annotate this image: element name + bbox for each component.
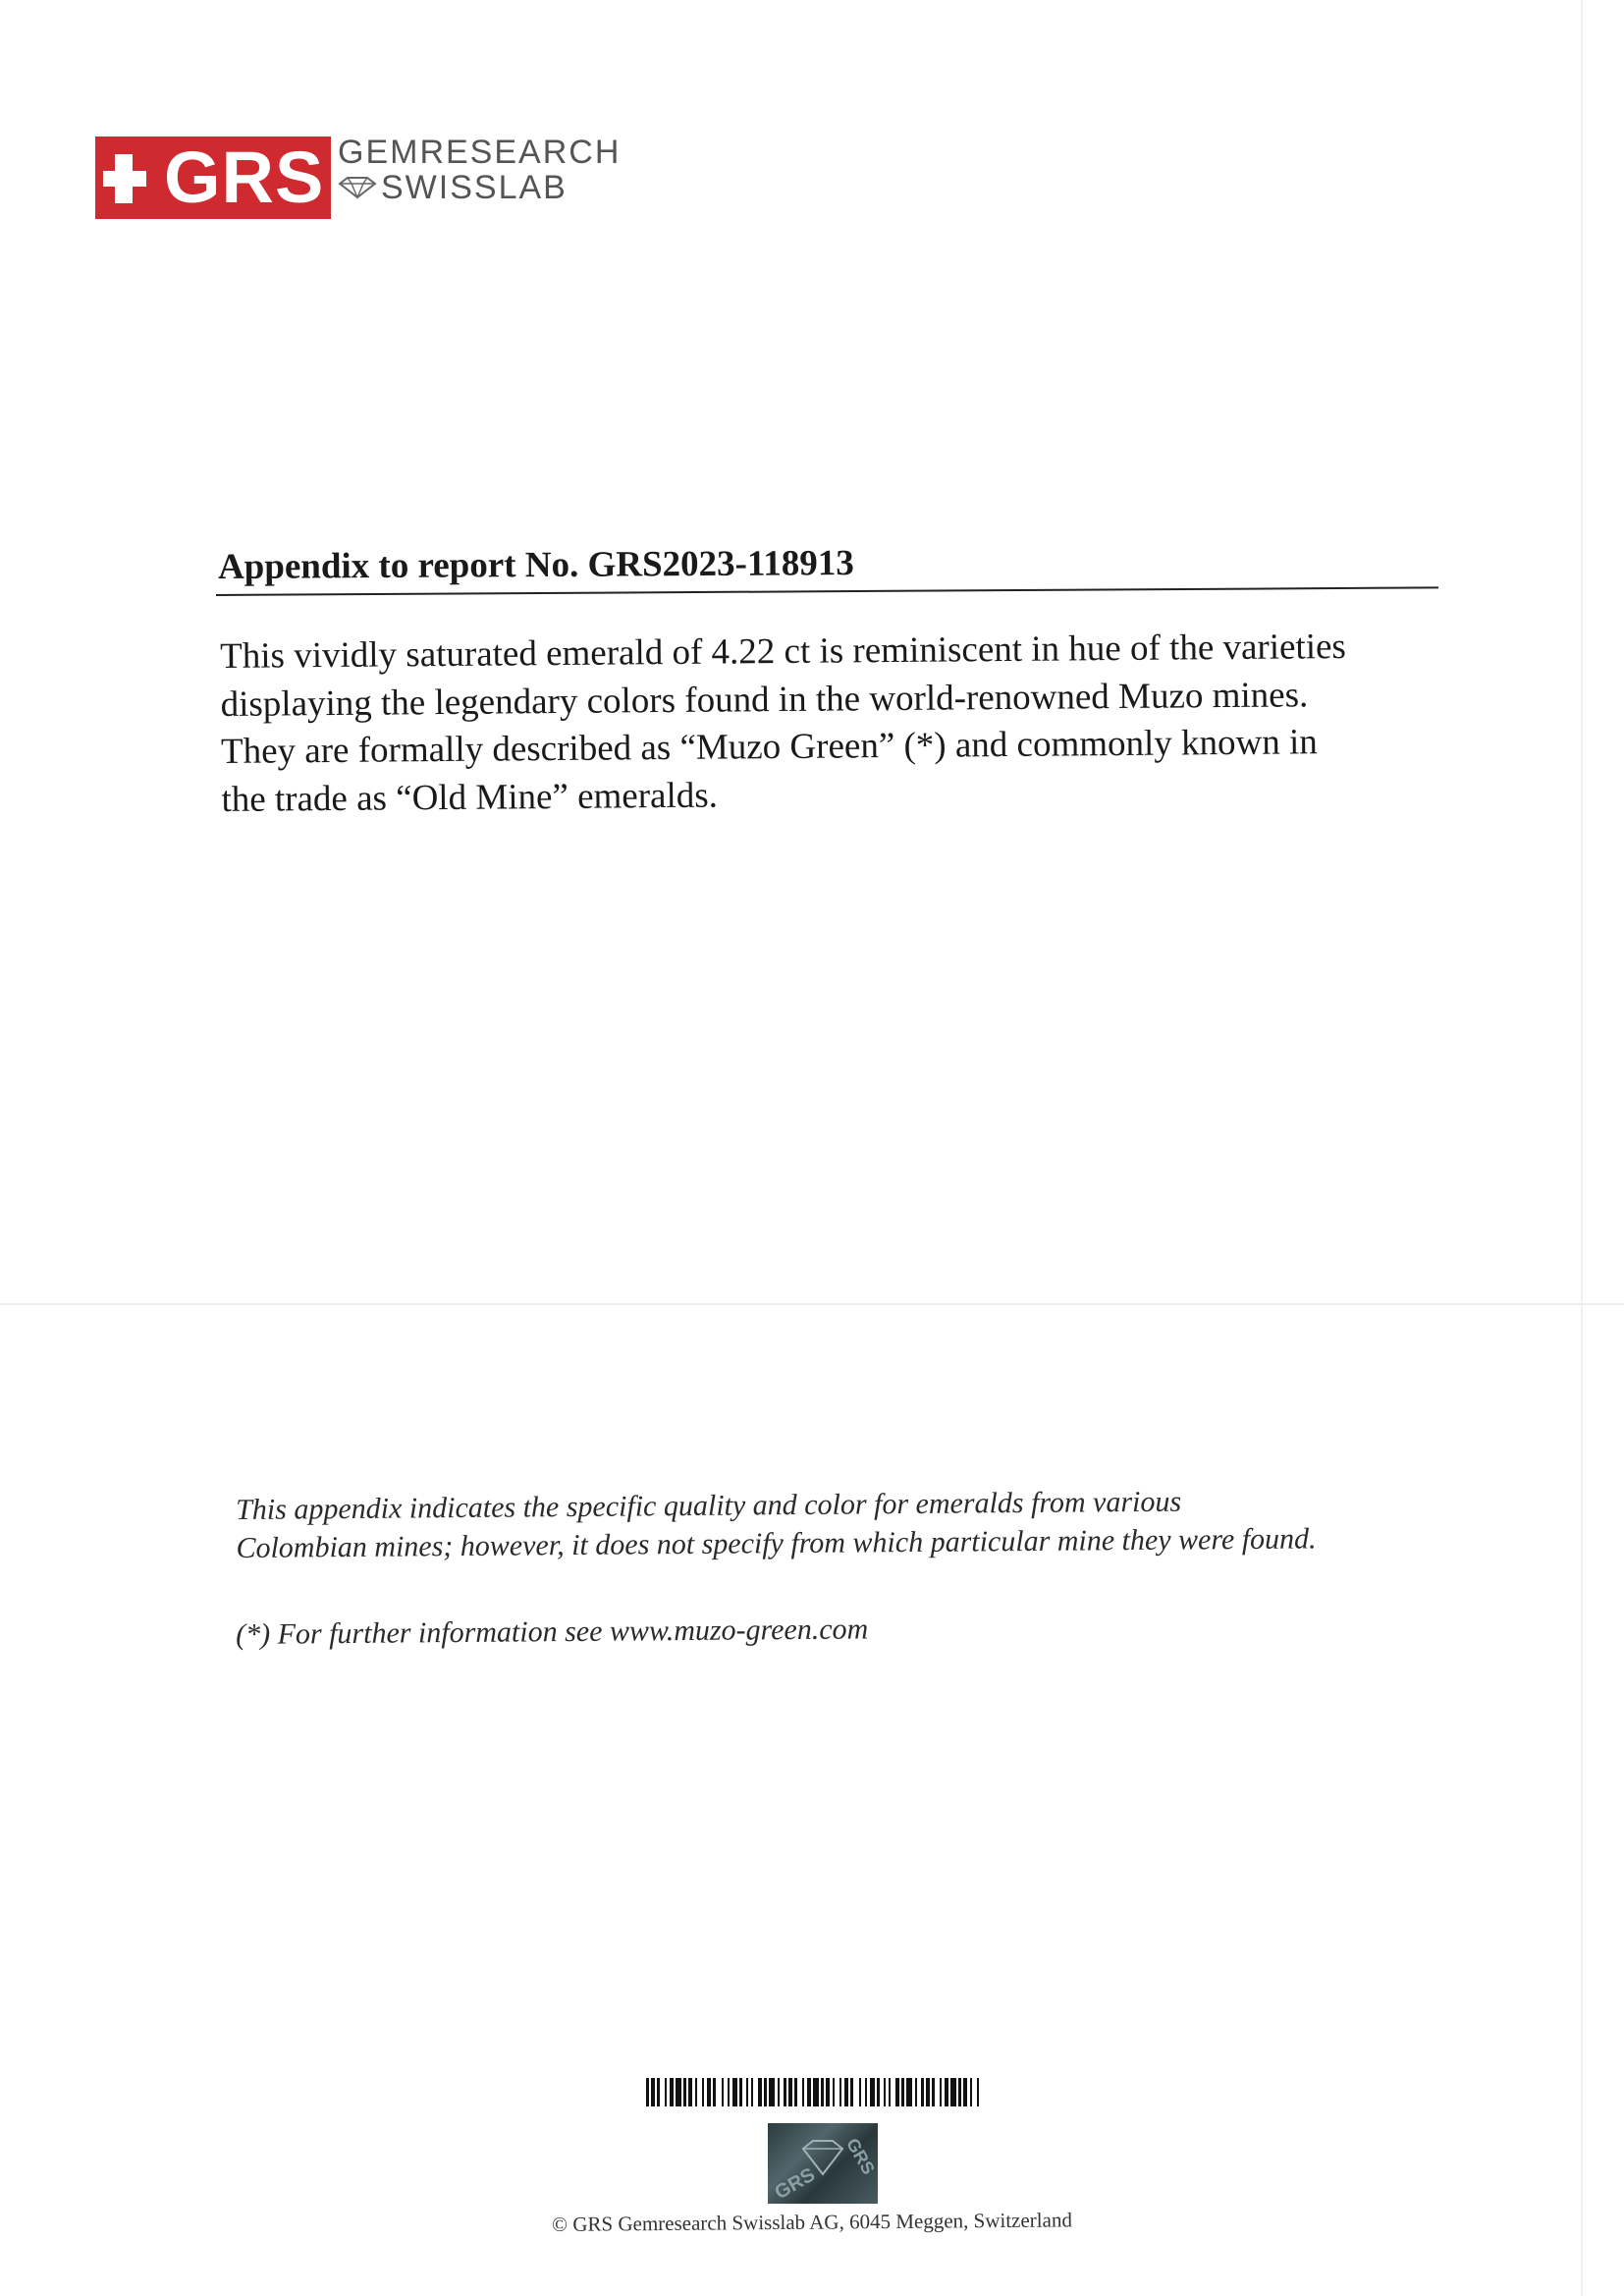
note-line: This appendix indicates the specific quality and color for emeralds from various <box>236 1485 1182 1526</box>
logo-gemresearch: GEMRESEARCH <box>338 134 622 171</box>
diamond-icon <box>338 176 377 199</box>
footnote: (*) For further information see www.muzo-green.com <box>236 1613 869 1651</box>
disclaimer-note <box>236 1480 1474 1567</box>
appendix-body <box>220 623 1444 824</box>
fold-line <box>0 1303 1624 1305</box>
copyright: © GRS Gemresearch Swisslab AG, 6045 Meggen, Switzerland <box>552 2208 1072 2236</box>
logo-swisslab: SWISSLAB <box>381 169 568 206</box>
logo-letters: GRS <box>164 137 325 218</box>
page-edge <box>1581 0 1583 2296</box>
swiss-cross-icon <box>103 154 160 203</box>
body-line: displaying the legendary colors found in the world-renowned Muzo mines. <box>220 674 1309 725</box>
grs-logo <box>95 133 622 221</box>
body-line: They are formally described as “Muzo Green” (*) and commonly known in <box>220 722 1319 772</box>
body-line: This vividly saturated emerald of 4.22 ct is reminiscent in hue of the varieties <box>220 626 1347 677</box>
logo-badge <box>95 137 331 219</box>
hologram-text: GRS <box>842 2134 878 2178</box>
barcode <box>646 2078 980 2106</box>
appendix-title: Appendix to report No. GRS2023-118913 <box>217 543 855 587</box>
logo-swisslab-row <box>338 170 568 205</box>
hologram-seal-icon <box>768 2123 878 2204</box>
body-line: the trade as “Old Mine” emeralds. <box>221 775 719 820</box>
hologram-text: GRS <box>771 2163 819 2204</box>
note-line: Colombian mines; however, it does not specify from which particular mine they were found. <box>236 1522 1317 1564</box>
